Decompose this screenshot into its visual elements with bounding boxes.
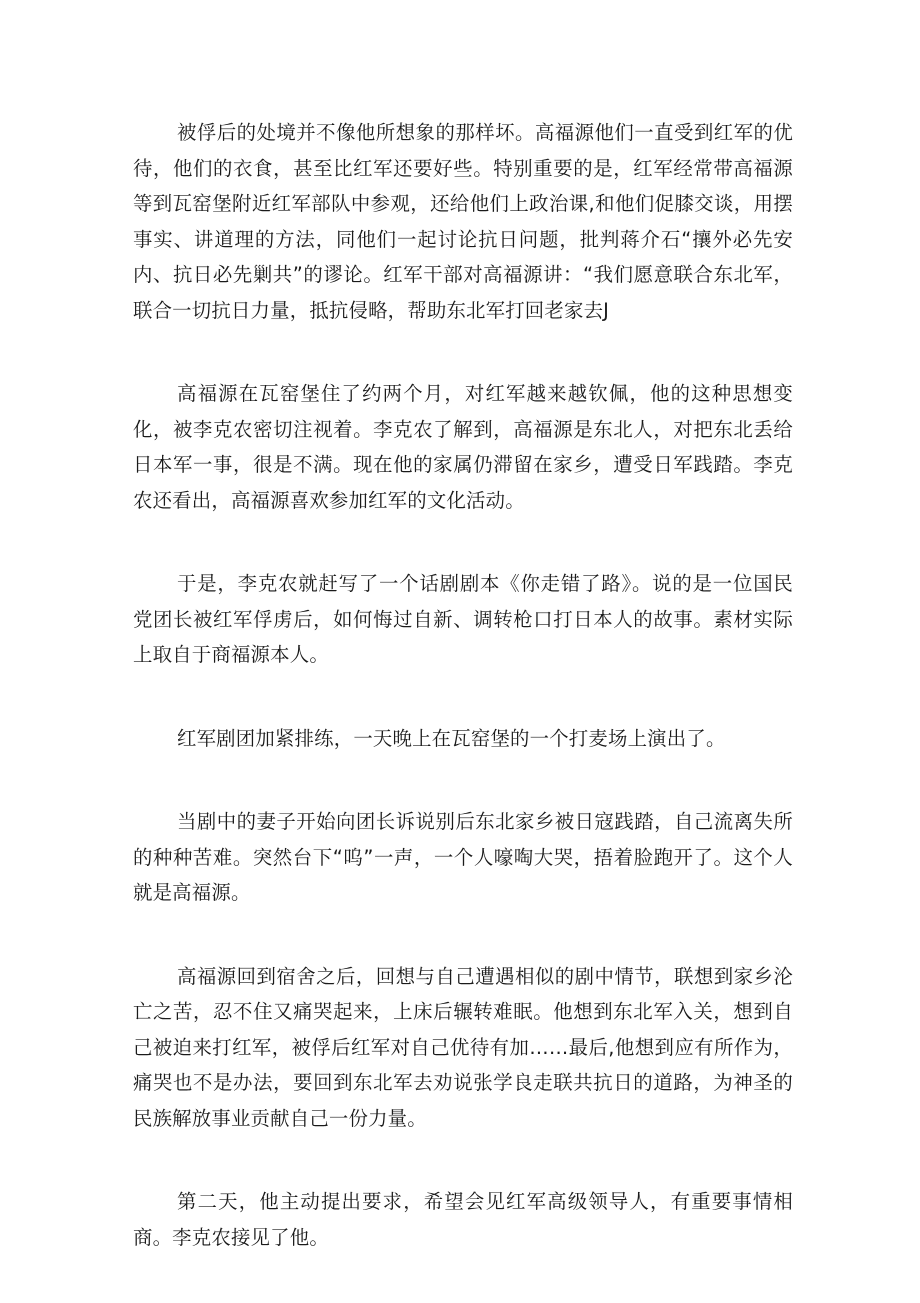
paragraph-4: 红军剧团加紧排练，一天晚上在瓦窑堡的一个打麦场上演出了。 (177, 726, 726, 750)
paragraph-1: 被俘后的处境并不像他所想象的那样坏。高福源他们一直受到红军的优待，他们的衣食，甚至比红军还要好些。特别重要的是，红军经常带高福源等到瓦窑堡附近红军部队中参观，还给他们上政治课,和他们促膝交谈，用摆事实、讲道理的方法，同他们一起讨论抗日问题，批判蒋介石“攘外必先安内、抗日必先剿共”的谬论。红军干部对高福源讲：“我们愿意联合东北军，联合一切抗日力量，抵抗侵略，帮助东北军打回老家去J (133, 121, 793, 322)
paragraph-6: 高福源回到宿舍之后，回想与自己遭遇相似的剧中情节，联想到家乡沦亡之苦，忍不住又痛哭起来，上床后辗转难眠。他想到东北军入关，想到自己被迫来打红军，被俘后红军对自己优待有加……最后,他想到应有所作为，痛哭也不是办法，要回到东北军去劝说张学良走联共抗日的道路，为神圣的民族解放事业贡献自己一份力量。 (133, 964, 793, 1130)
paragraph-7: 第二天，他主动提出要求，希望会见红军高级领导人，有重要事情相商。李克农接见了他。 (133, 1190, 793, 1249)
paragraph-3: 于是，李克农就赶写了一个话剧剧本《你走错了路》。说的是一位国民党团长被红军俘虏后，如何悔过自新、调转枪口打日本人的故事。素材实际上取自于商福源本人。 (133, 572, 793, 666)
paragraph-2: 高福源在瓦窑堡住了约两个月，对红军越来越钦佩，他的这种思想变化，被李克农密切注视着。李克农了解到，高福源是东北人，对把东北丢给日本军一事，很是不满。现在他的家属仍滞留在家乡，遭受日军践踏。李克农还看出，高福源喜欢参加红军的文化活动。 (133, 382, 793, 512)
document-body (133, 115, 793, 1303)
paragraph-5: 当剧中的妻子开始向团长诉说别后东北家乡被日寇践踏，自己流离失所的种种苦难。突然台下“呜”一声，一个人嚎啕大哭，捂着脸跑开了。这个人就是高福源。 (133, 810, 793, 904)
